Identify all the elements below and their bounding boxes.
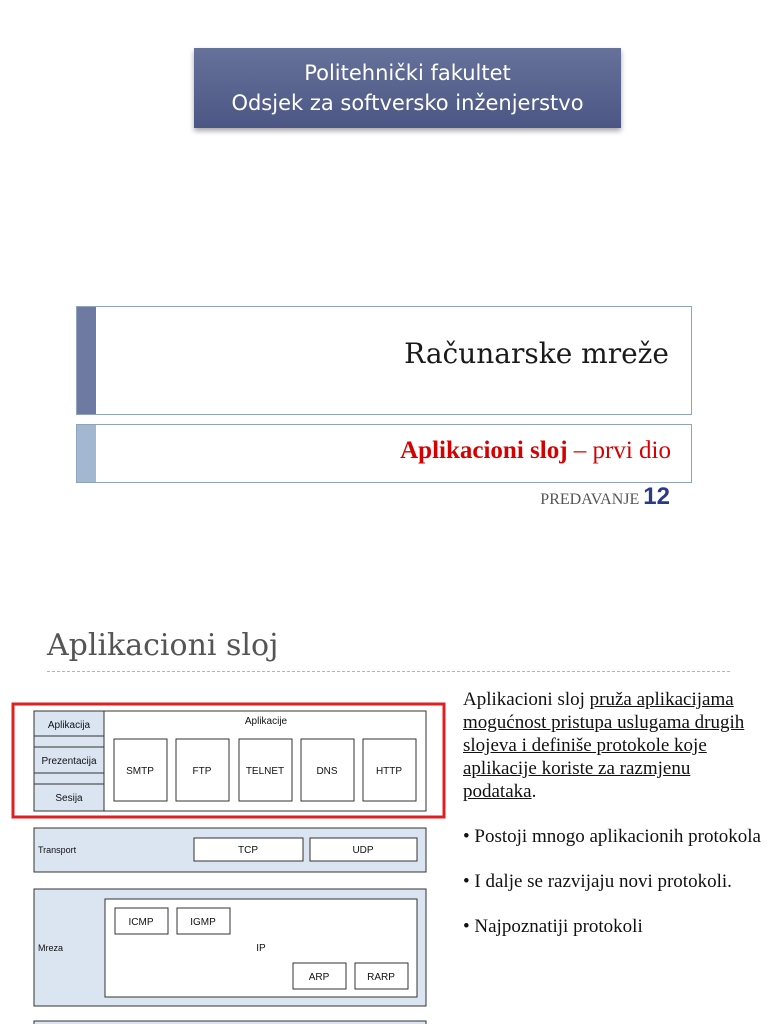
intro-start: Aplikacioni sloj [463,689,590,710]
label-prezentacija: Prezentacija [41,756,97,767]
igmp-label: IGMP [190,917,216,928]
icmp-label: ICMP [128,917,154,928]
applications-header: Aplikacije [244,716,288,727]
udp-label: UDP [352,845,374,856]
banner-line-1: Politehnički fakultet [304,61,511,85]
intro-end: . [531,781,537,802]
protocol-ftp: FTP [192,766,212,777]
label-sesija: Sesija [55,793,83,804]
protocol-telnet: TELNET [245,766,285,777]
network-label: Mreza [38,943,64,953]
slide-body-text [463,688,763,960]
bullet-3: • Najpoznatiji protokoli [463,916,643,937]
lecture-number: 12 [643,483,670,510]
intro-paragraph [463,688,763,803]
subtitle-bold: Aplikacioni sloj [400,437,568,464]
rarp-label: RARP [367,972,395,983]
tcp-label: TCP [238,845,258,856]
protocol-smtp: SMTP [126,766,154,777]
label-aplikacija: Aplikacija [47,720,91,731]
bullet-2: • I dalje se razvijaju novi protokoli. [463,871,732,892]
transport-label: Transport [38,845,77,855]
course-title: Računarske mreže [404,337,669,370]
arp-label: ARP [308,972,330,983]
lecture-word: PREDAVANJE [540,491,644,508]
protocol-http: HTTP [375,766,403,777]
subtitle-rest: – prvi dio [567,437,671,464]
slide-heading: Aplikacioni sloj [47,628,279,663]
ip-label: IP [256,943,266,954]
bullet-1: • Postoji mnogo aplikacionih protokola [463,826,761,847]
intro-underlined: pruža aplikacijama mogućnost pristupa uslugama drugih slojeva i definiše protokole koje aplikacije koriste za razmjenu podataka [463,689,745,802]
banner-line-2: Odsjek za softversko inženjerstvo [231,91,584,115]
protocol-dns: DNS [316,766,338,777]
